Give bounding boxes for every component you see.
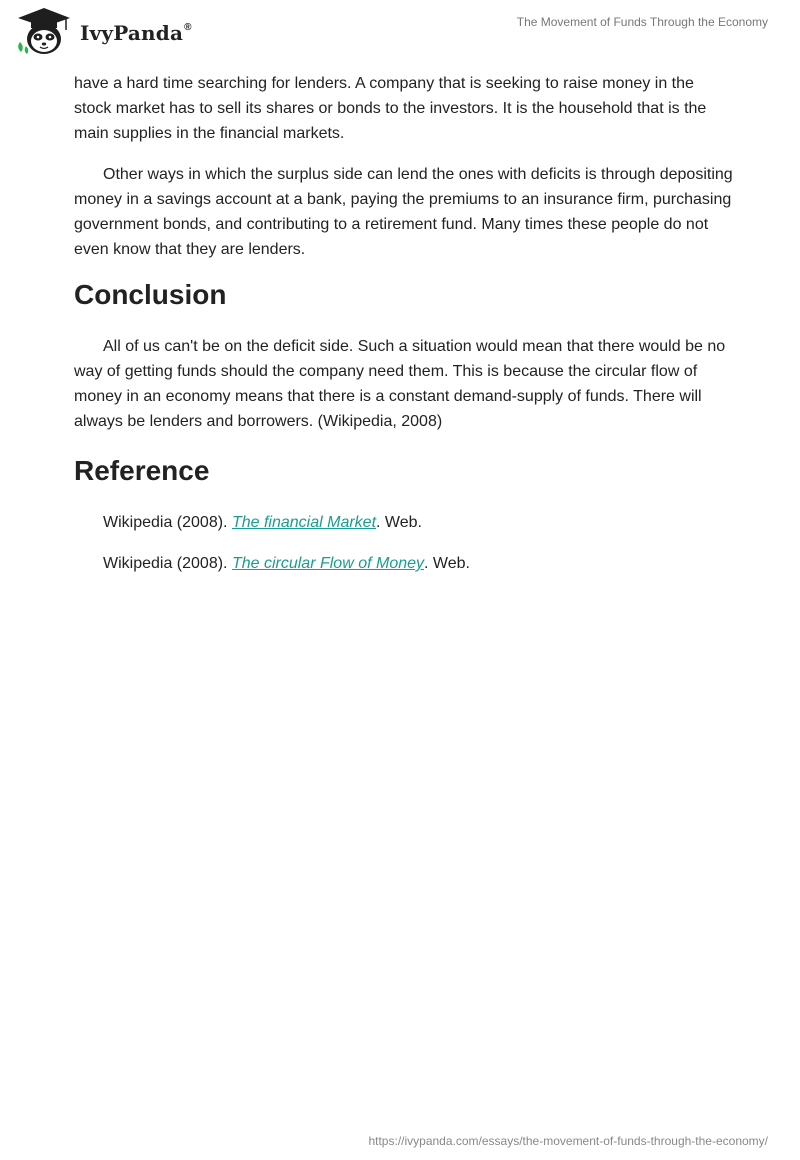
reference-item: Wikipedia (2008). The financial Market. Web. bbox=[103, 514, 422, 531]
document-title: The Movement of Funds Through the Economy bbox=[516, 15, 768, 29]
reference-heading: Reference bbox=[74, 455, 210, 486]
paragraph: have a hard time searching for lenders. A company that is seeking to raise money in the stock market has to sell its shares or bonds to the investors. It is the household that is the main supplies in the financial markets. bbox=[74, 75, 707, 142]
reference-item: Wikipedia (2008). The circular Flow of Money. Web. bbox=[103, 555, 470, 572]
conclusion-heading: Conclusion bbox=[74, 279, 227, 310]
reference-link[interactable]: The financial Market bbox=[231, 514, 377, 531]
ivypanda-logo[interactable] bbox=[14, 6, 192, 58]
panda-graduate-icon bbox=[14, 6, 74, 58]
page-header bbox=[0, 0, 800, 64]
essay-content bbox=[74, 71, 734, 592]
reference-link[interactable]: The circular Flow of Money bbox=[231, 555, 425, 572]
footer-url[interactable]: https://ivypanda.com/essays/the-movement-of-funds-through-the-economy/ bbox=[368, 1134, 768, 1148]
paragraph: Other ways in which the surplus side can lend the ones with deficits is through depositing money in a savings account at a bank, paying the premiums to an insurance firm, purchasing government bonds, and contributing to a retirement fund. Many times these people do not even know that they are lenders. bbox=[74, 166, 733, 258]
conclusion-paragraph: All of us can't be on the deficit side. Such a situation would mean that there would be no way of getting funds should the company need them. This is because the circular flow of money in an economy means that there is a constant demand-supply of funds. There will always be lenders and borrowers. (Wikipedia, 2008) bbox=[74, 338, 726, 430]
brand-name: IvyPanda® bbox=[80, 21, 192, 45]
